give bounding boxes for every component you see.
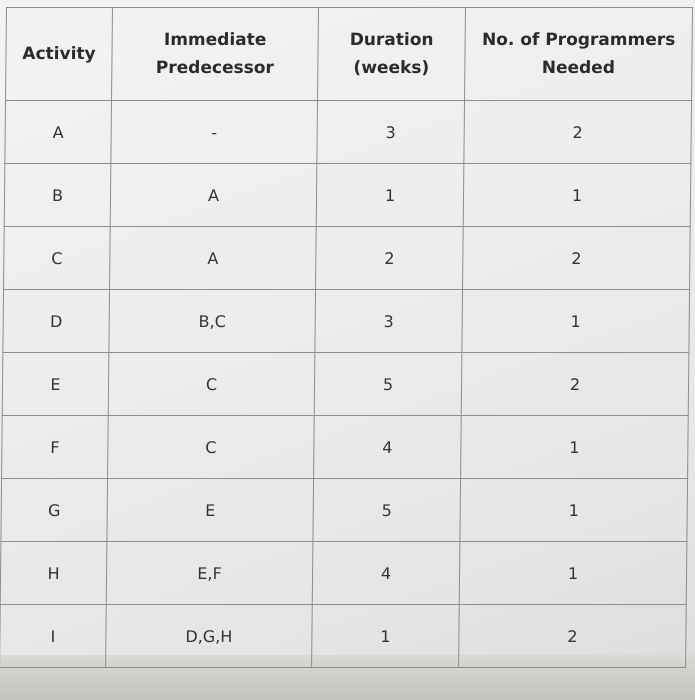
header-predecessor-line2: Predecessor xyxy=(155,58,274,78)
cell-predecessor: B,C xyxy=(109,290,316,353)
cell-programmers: 2 xyxy=(463,227,691,290)
table-row xyxy=(1,479,688,542)
cell-predecessor: A xyxy=(110,227,317,290)
cell-activity: G xyxy=(1,479,108,542)
cell-duration: 5 xyxy=(313,479,461,542)
cell-duration: 3 xyxy=(315,290,463,353)
cell-duration: 4 xyxy=(314,416,462,479)
cell-predecessor: E,F xyxy=(106,542,313,605)
cell-activity: C xyxy=(4,227,111,290)
cell-activity: F xyxy=(2,416,109,479)
header-duration-label: Duration (weeks) xyxy=(349,30,434,78)
cell-activity: H xyxy=(0,542,107,605)
header-activity xyxy=(6,8,113,101)
cell-duration: 5 xyxy=(314,353,462,416)
header-programmers-line2: Needed xyxy=(541,58,616,78)
cell-programmers: 2 xyxy=(461,353,689,416)
cell-predecessor: C xyxy=(108,416,315,479)
table-row xyxy=(3,290,690,353)
cell-predecessor: D,G,H xyxy=(106,605,313,668)
header-duration xyxy=(318,8,466,101)
cell-activity: E xyxy=(2,353,109,416)
header-activity-label: Activity xyxy=(22,44,96,64)
table-row xyxy=(4,164,691,227)
cell-duration: 4 xyxy=(312,542,460,605)
cell-duration: 2 xyxy=(316,227,464,290)
cell-programmers: 1 xyxy=(463,164,691,227)
cell-duration: 3 xyxy=(317,101,465,164)
header-row xyxy=(6,8,693,101)
cell-programmers: 1 xyxy=(462,290,690,353)
activity-table xyxy=(0,7,693,668)
cell-predecessor: E xyxy=(107,479,314,542)
cell-activity: B xyxy=(4,164,111,227)
table-row xyxy=(0,605,686,668)
header-predecessor xyxy=(112,8,319,101)
table-row xyxy=(4,227,691,290)
table-row xyxy=(2,416,689,479)
table-row xyxy=(0,542,687,605)
cell-duration: 1 xyxy=(316,164,464,227)
table-row xyxy=(5,101,692,164)
cell-programmers: 1 xyxy=(461,416,689,479)
cell-programmers: 2 xyxy=(459,605,687,668)
table-row xyxy=(2,353,689,416)
cell-programmers: 2 xyxy=(464,101,692,164)
cell-duration: 1 xyxy=(312,605,460,668)
cell-predecessor: C xyxy=(108,353,315,416)
cell-programmers: 1 xyxy=(459,542,687,605)
cell-predecessor: - xyxy=(111,101,318,164)
header-programmers xyxy=(465,8,693,101)
header-predecessor-line1: Immediate xyxy=(163,30,267,50)
cell-activity: A xyxy=(5,101,112,164)
cell-activity: I xyxy=(0,605,106,668)
header-programmers-line1: No. of Programmers xyxy=(481,30,676,50)
cell-programmers: 1 xyxy=(460,479,688,542)
cell-predecessor: A xyxy=(110,164,317,227)
cell-activity: D xyxy=(3,290,110,353)
